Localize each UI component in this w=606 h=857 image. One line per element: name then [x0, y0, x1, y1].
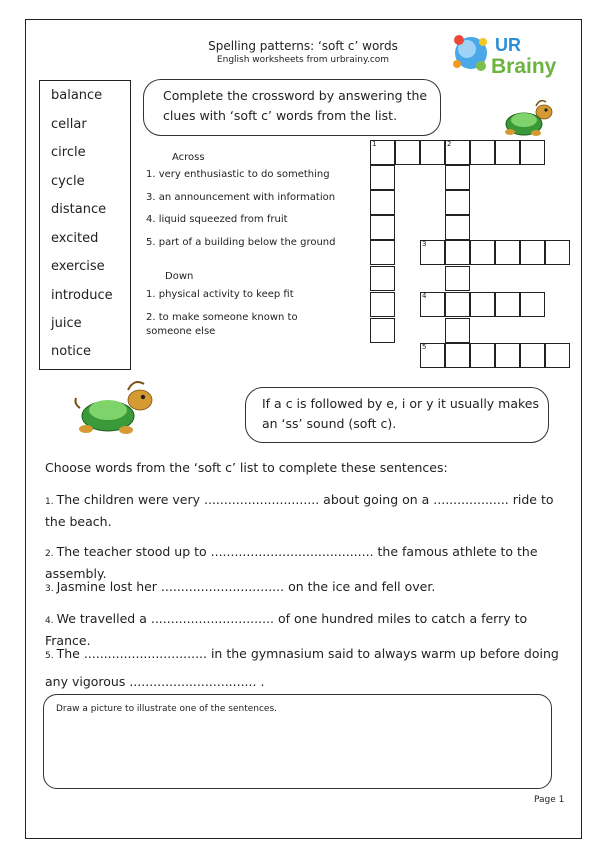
across-heading: Across: [172, 152, 205, 163]
sentence-text: The children were very ............................. about going on a ................... ride to the beach.: [45, 492, 554, 529]
sentence-item: [45, 577, 565, 599]
word-item: exercise: [51, 259, 105, 274]
urbrainy-logo: [445, 28, 565, 83]
sentence-text: The teacher stood up to ......................................... the famous athlete to the assembly.: [45, 544, 538, 581]
down-heading: Down: [165, 271, 194, 282]
drawing-area[interactable]: [43, 694, 552, 789]
svg-text:Brainy: Brainy: [491, 55, 557, 78]
word-item: cellar: [51, 117, 87, 132]
across-clue: 1. very enthusiastic to do something: [146, 169, 330, 180]
word-item: juice: [51, 316, 82, 331]
across-clue: 5. part of a building below the ground: [146, 237, 336, 248]
clue-number: 4: [422, 292, 427, 300]
sentence-number: 1.: [45, 497, 54, 507]
rule-speech-bubble: [245, 387, 549, 443]
word-item: circle: [51, 145, 86, 160]
instruction-speech-bubble: [143, 79, 441, 136]
turtle-mascot-icon: [500, 98, 556, 140]
across-clue: 3. an announcement with information: [146, 192, 336, 203]
word-item: distance: [51, 202, 107, 217]
sentence-item: [45, 641, 565, 695]
word-list-box: [39, 80, 131, 370]
clue-number: 5: [422, 343, 427, 351]
word-item: excited: [51, 231, 99, 246]
word-item: cycle: [51, 174, 85, 189]
clue-number: 2: [447, 140, 452, 148]
sentences-instruction: Choose words from the ‘soft c’ list to complete these sentences:: [45, 460, 448, 475]
sentence-text: The ............................... in the gymnasium said to always warm up before doing any vigorous ................................ .: [45, 646, 559, 689]
clue-number: 3: [422, 240, 427, 248]
turtle-mascot-icon: [72, 378, 158, 440]
clue-number: 1: [372, 140, 377, 148]
sentence-text: We travelled a ............................... of one hundred miles to catch a ferry to France.: [45, 611, 528, 648]
sentence-item: [45, 490, 565, 532]
bubble-text: Complete the crossword by answering the clues with ‘soft c’ words from the list.: [163, 88, 428, 123]
page-subtitle: English worksheets from urbrainy.com: [216, 55, 390, 65]
word-item: balance: [51, 88, 103, 103]
sentence-number: 4.: [45, 616, 54, 626]
down-clue: 2. to make someone known to someone else: [146, 312, 298, 337]
sentence-number: 2.: [45, 549, 54, 559]
bubble-text: If a c is followed by e, i or y it usually makes an ‘ss’ sound (soft c).: [262, 396, 539, 431]
drawing-prompt: Draw a picture to illustrate one of the sentences.: [56, 704, 278, 714]
down-clue: 1. physical activity to keep fit: [146, 289, 294, 300]
word-item: notice: [51, 344, 92, 359]
sentence-text: Jasmine lost her ............................... on the ice and fell over.: [56, 579, 436, 594]
sentence-number: 3.: [45, 584, 54, 594]
across-clue: 4. liquid squeezed from fruit: [146, 214, 288, 225]
page-number: Page 1: [534, 795, 565, 805]
svg-text:UR: UR: [495, 35, 521, 55]
sentence-number: 5.: [45, 651, 54, 661]
word-item: introduce: [51, 288, 113, 303]
page-title: Spelling patterns: ‘soft c’ words: [208, 39, 398, 53]
